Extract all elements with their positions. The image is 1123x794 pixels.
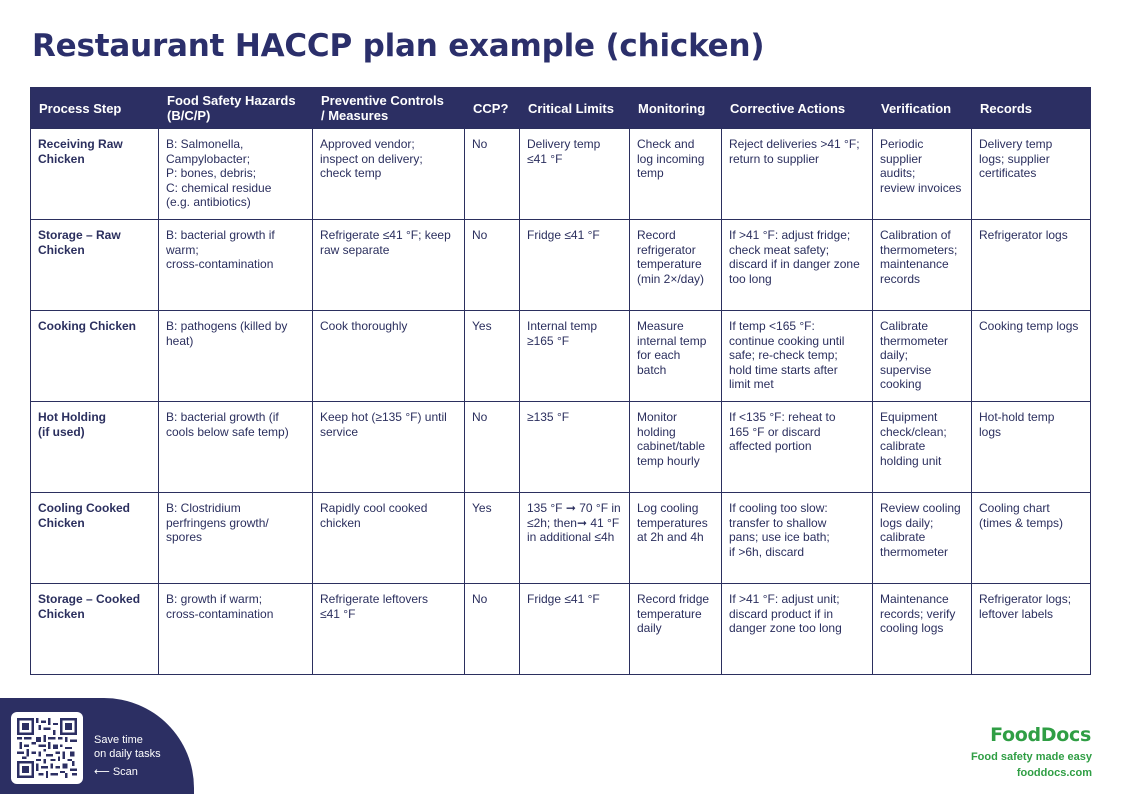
cell-process-step: Storage – Cooked Chicken <box>31 584 159 675</box>
cell-process-step: Hot Holding (if used) <box>31 402 159 493</box>
table-row <box>31 220 1091 311</box>
cell-hazards: B: growth if warm; cross-contamination <box>159 584 313 675</box>
cell-preventive-controls: Cook thoroughly <box>313 311 465 402</box>
cell-preventive-controls: Keep hot (≥135 °F) until service <box>313 402 465 493</box>
header-preventive-controls: Preventive Controls / Measures <box>313 88 465 129</box>
cell-monitoring: Record refrigerator temperature (min 2×/day) <box>630 220 722 311</box>
table-row <box>31 402 1091 493</box>
cell-hazards: B: Clostridium perfringens growth/ spores <box>159 493 313 584</box>
header-critical-limits: Critical Limits <box>520 88 630 129</box>
cell-hazards: B: bacterial growth (if cools below safe temp) <box>159 402 313 493</box>
cell-corrective-actions: If cooling too slow: transfer to shallow pans; use ice bath; if >6h, discard <box>722 493 873 584</box>
cell-critical-limits: Internal temp ≥165 °F <box>520 311 630 402</box>
cell-verification: Review cooling logs daily; calibrate thermometer <box>873 493 972 584</box>
cell-corrective-actions: If >41 °F: adjust fridge; check meat safety; discard if in danger zone too long <box>722 220 873 311</box>
scan-label: ⟵ Scan <box>94 766 138 778</box>
cell-monitoring: Record fridge temperature daily <box>630 584 722 675</box>
brand-url-link[interactable]: fooddocs.com <box>1016 767 1092 779</box>
cell-records: Cooling chart (times & temps) <box>972 493 1091 584</box>
cell-monitoring: Measure internal temp for each batch <box>630 311 722 402</box>
cell-corrective-actions: If <135 °F: reheat to 165 °F or discard affected portion <box>722 402 873 493</box>
qr-code-icon[interactable] <box>11 712 83 784</box>
brand-tagline: Food safety made easy <box>970 751 1092 763</box>
header-verification: Verification <box>873 88 972 129</box>
cell-preventive-controls: Refrigerate leftovers ≤41 °F <box>313 584 465 675</box>
cell-monitoring: Check and log incoming temp <box>630 129 722 220</box>
cell-process-step: Cooking Chicken <box>31 311 159 402</box>
cell-hazards: B: Salmonella, Campylobacter; P: bones, debris; C: chemical residue (e.g. antibiotics) <box>159 129 313 220</box>
header-records: Records <box>972 88 1091 129</box>
table-header-row <box>31 88 1091 129</box>
cell-process-step: Receiving Raw Chicken <box>31 129 159 220</box>
table-row <box>31 311 1091 402</box>
table-row <box>31 493 1091 584</box>
table-row <box>31 129 1091 220</box>
cell-verification: Maintenance records; verify cooling logs <box>873 584 972 675</box>
header-monitoring: Monitoring <box>630 88 722 129</box>
cell-preventive-controls: Approved vendor; inspect on delivery; check temp <box>313 129 465 220</box>
cell-corrective-actions: If temp <165 °F: continue cooking until safe; re-check temp; hold time starts after limit met <box>722 311 873 402</box>
cell-critical-limits: ≥135 °F <box>520 402 630 493</box>
cell-verification: Calibration of thermometers; maintenance records <box>873 220 972 311</box>
cell-records: Refrigerator logs; leftover labels <box>972 584 1091 675</box>
cell-records: Hot-hold temp logs <box>972 402 1091 493</box>
cell-preventive-controls: Rapidly cool cooked chicken <box>313 493 465 584</box>
cell-corrective-actions: Reject deliveries >41 °F; return to supplier <box>722 129 873 220</box>
cell-records: Cooking temp logs <box>972 311 1091 402</box>
cell-monitoring: Log cooling temperatures at 2h and 4h <box>630 493 722 584</box>
cell-corrective-actions: If >41 °F: adjust unit; discard product if in danger zone too long <box>722 584 873 675</box>
page-title: Restaurant HACCP plan example (chicken) <box>32 28 765 64</box>
cell-process-step: Storage – Raw Chicken <box>31 220 159 311</box>
header-process-step: Process Step <box>31 88 159 129</box>
cell-records: Delivery temp logs; supplier certificates <box>972 129 1091 220</box>
cell-ccp: Yes <box>465 493 520 584</box>
cell-ccp: No <box>465 129 520 220</box>
cell-critical-limits: 135 °F ➞ 70 °F in ≤2h; then➞ 41 °F in additional ≤4h <box>520 493 630 584</box>
cell-verification: Equipment check/clean; calibrate holding unit <box>873 402 972 493</box>
cell-records: Refrigerator logs <box>972 220 1091 311</box>
table-row <box>31 584 1091 675</box>
cell-verification: Periodic supplier audits; review invoices <box>873 129 972 220</box>
cell-ccp: No <box>465 220 520 311</box>
fooddocs-logo: FoodDocs <box>990 724 1091 746</box>
haccp-table <box>30 87 1091 675</box>
header-food-safety-hazards: Food Safety Hazards (B/C/P) <box>159 88 313 129</box>
cell-ccp: Yes <box>465 311 520 402</box>
cell-critical-limits: Fridge ≤41 °F <box>520 220 630 311</box>
cell-ccp: No <box>465 402 520 493</box>
scan-promo-text: Save time on daily tasks <box>94 734 161 760</box>
cell-critical-limits: Delivery temp ≤41 °F <box>520 129 630 220</box>
header-ccp: CCP? <box>465 88 520 129</box>
cell-monitoring: Monitor holding cabinet/table temp hourly <box>630 402 722 493</box>
cell-process-step: Cooling Cooked Chicken <box>31 493 159 584</box>
cell-preventive-controls: Refrigerate ≤41 °F; keep raw separate <box>313 220 465 311</box>
header-corrective-actions: Corrective Actions <box>722 88 873 129</box>
cell-ccp: No <box>465 584 520 675</box>
cell-hazards: B: pathogens (killed by heat) <box>159 311 313 402</box>
cell-hazards: B: bacterial growth if warm; cross-contamination <box>159 220 313 311</box>
cell-critical-limits: Fridge ≤41 °F <box>520 584 630 675</box>
cell-verification: Calibrate thermometer daily; supervise cooking <box>873 311 972 402</box>
